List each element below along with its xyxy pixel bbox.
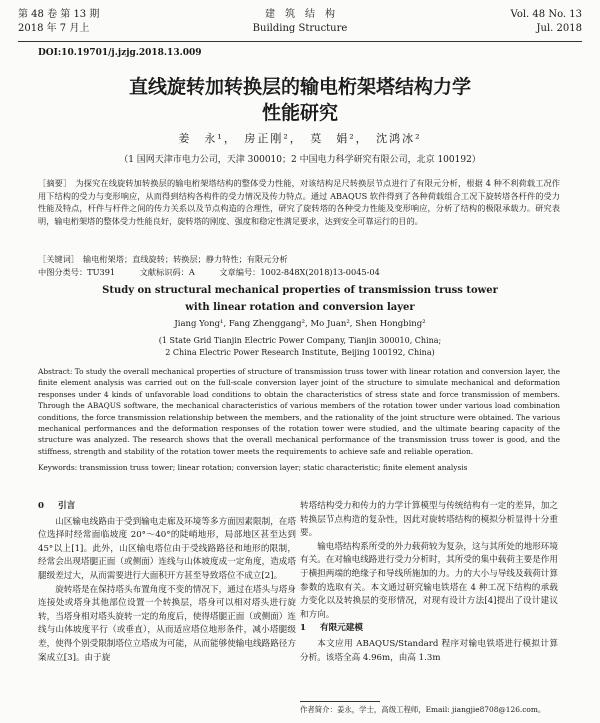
footnote-divider [300, 701, 380, 702]
paragraph: 转塔结构受力和传力的力学计算模型与传统结构有一定的差异，加之转换层节点构造的复杂性，因此对旋转塔结构的模拟分析显得十分重要。 [300, 501, 558, 539]
body-column-right [300, 500, 558, 665]
paper-title [0, 74, 600, 126]
title-line-1: 直线旋转加转换层的输电桁架塔结构力学 [128, 76, 471, 98]
volume-issue-en: Vol. 48 No. 13 [510, 9, 582, 20]
author-footnote: 作者简介：姜永，学士，高级工程师，Email: jiangjie8708@126.com。 [300, 705, 546, 714]
english-title-line-2: with linear rotation and conversion layer [185, 302, 415, 313]
section-heading-intro [38, 500, 296, 514]
affiliation: （1 国网天津市电力公司，天津 300010；2 中国电力科学研究有限公司，北京 100192） [119, 155, 481, 165]
authors: 姜 永¹， 房正刚²， 莫 娟²， 沈鸿冰² [178, 132, 422, 145]
keywords-en: Keywords: transmission truss tower; linear rotation; conversion layer; static characteristic; finite element analysis [38, 463, 468, 472]
english-affil-line-1: (1 State Grid Tianjin Electric Power Company, Tianjin 300010, China; [158, 336, 442, 345]
journal-name-en: Building Structure [252, 23, 348, 34]
header-right [511, 8, 582, 36]
keywords-cn: ［关键词］ 输电桁架塔；直线旋转；转换层；静力特性；有限元分析 [38, 254, 288, 264]
issue-date-en: Jul. 2018 [536, 23, 582, 34]
paragraph: 输电塔结构系所受的外力载荷较为复杂，这与其所处的地形环境有关。在对输电线路进行受力分析时，其所受的集中载荷主要是作用于横担两端的绝缘子和导线所施加的力。力的大小与导线及载荷计算参数的选取有关。本文通过研究输电铁塔在 4 种工况下结构的承载力变化以及转换层的变形情况，对现有设计方法[4]提出了设计建议和方向。 [300, 541, 558, 620]
paragraph: 山区输电线路由于受到输电走廊及环境等多方面因素限制，在塔位选择时经常面临坡度 20°～40°的陡峭地形，局部地区甚至达到 45°以上[1]。此外，山区输电塔位由于受线路路径和地形的限制，经常会出现塔腿正面（或侧面）连线与山体坡度成一定角度，造成塔腿级差过大，从而需要进行大面积开方甚至导致塔位不成立[2]。 [38, 516, 296, 581]
english-title [0, 282, 600, 316]
section-heading-fem [300, 622, 558, 636]
abstract-cn: ［摘要］ 为探究在线旋转加转换层的输电桁架塔结构的整体受力性能，对该结构足尺转换层节点进行了有限元分析，根据 4 种不利荷载工况作用下结构的受力与变形响应，从而得到结构各构件的受力情况及传力特点。通过 ABAQUS 软件得到了各种荷载组合工况下旋转塔各杆件的受力性能及特点，杆件与杆件之间的传力关系以及节点构造的合理性，研究了旋转塔的各种受力性能及变形响应，分析了结构的极限承载力。研究表明，输电桁架塔的整体受力性能良好，旋转塔的刚度、强度和稳定性满足要求，达到安全可靠运行的目的。 [38, 178, 560, 226]
clc-number: 中图分类号：TU391 [38, 267, 116, 277]
article-number: 文章编号：1002-848X(2018)13-0045-04 [219, 267, 380, 277]
english-title-line-1: Study on structural mechanical properties of transmission truss tower [102, 285, 498, 296]
title-line-2: 性能研究 [261, 102, 338, 124]
english-affil-line-2: 2 China Electric Power Research Institute, Beijing 100192, China) [165, 348, 435, 357]
section-title: 有限元建模 [319, 623, 363, 634]
english-affiliation [0, 335, 600, 359]
section-number: 1 [300, 623, 306, 634]
section-title: 引言 [57, 501, 76, 511]
body-column-left [38, 500, 296, 665]
volume-issue: 第 48 卷 第 13 期 [18, 9, 100, 20]
running-header [18, 8, 582, 38]
document-code: 文献标识码：A [139, 267, 195, 277]
doi: DOI:10.19701/j.jzjg.2018.13.009 [38, 48, 202, 58]
header-center [18, 8, 582, 36]
abstract-en: Abstract: To study the overall mechanical properties of structure of transmission truss tower with linear rotation and conversion layer, the finite element analysis was carried out on the full-scale conversion layer joint of the structure to simulate mechanical and deformation responses under 4 kinds of unfavorable load conditions to obtain the characteristics of stress state and force transmission of members. Through the ABAQUS software, the mechanical characteristics of various members of the rotation tower under various load combination conditions, the force transmission relationship between the members, and the rationality of the joint structure were obtained. The various mechanical performances and the deformation responses of the rotation tower were studied, and the ultimate bearing capacity of the structure was analyzed. The research shows that the overall mechanical performance of the transmission truss tower is good, and the stiffness, strength and stability of the rotation tower meets the requirements to achieve safe and reliable operation. [38, 367, 560, 456]
paragraph: 本文应用 ABAQUS/Standard 程序对输电铁塔进行模拟计算分析。该塔全高 4.96m，由高 1.3m [300, 638, 558, 663]
section-number: 0 [38, 501, 44, 511]
header-divider [18, 41, 582, 42]
classification-line [38, 266, 560, 278]
journal-name-cn: 建 筑 结 构 [265, 9, 335, 20]
issue-date: 2018 年 7 月上 [18, 23, 90, 34]
english-authors: Jiang Yong¹, Fang Zhenggang², Mo Juan², Shen Hongbing² [174, 319, 426, 329]
paragraph: 旋转塔是在保持塔头布置角度不变的情况下，通过在塔头与塔身连接处或塔身其他部位设置一个转换层，塔身可以相对塔头进行旋转，当塔身相对塔头旋转一定的角度后，使得塔腿正面（或侧面）连线与山体坡度平行（或垂直），从而适应塔位地形条件，减小塔腿级差，使得个别受限制塔位立塔成为可能，从而能够使输电线路路径方案成立[3]。由于旋 [38, 584, 296, 663]
